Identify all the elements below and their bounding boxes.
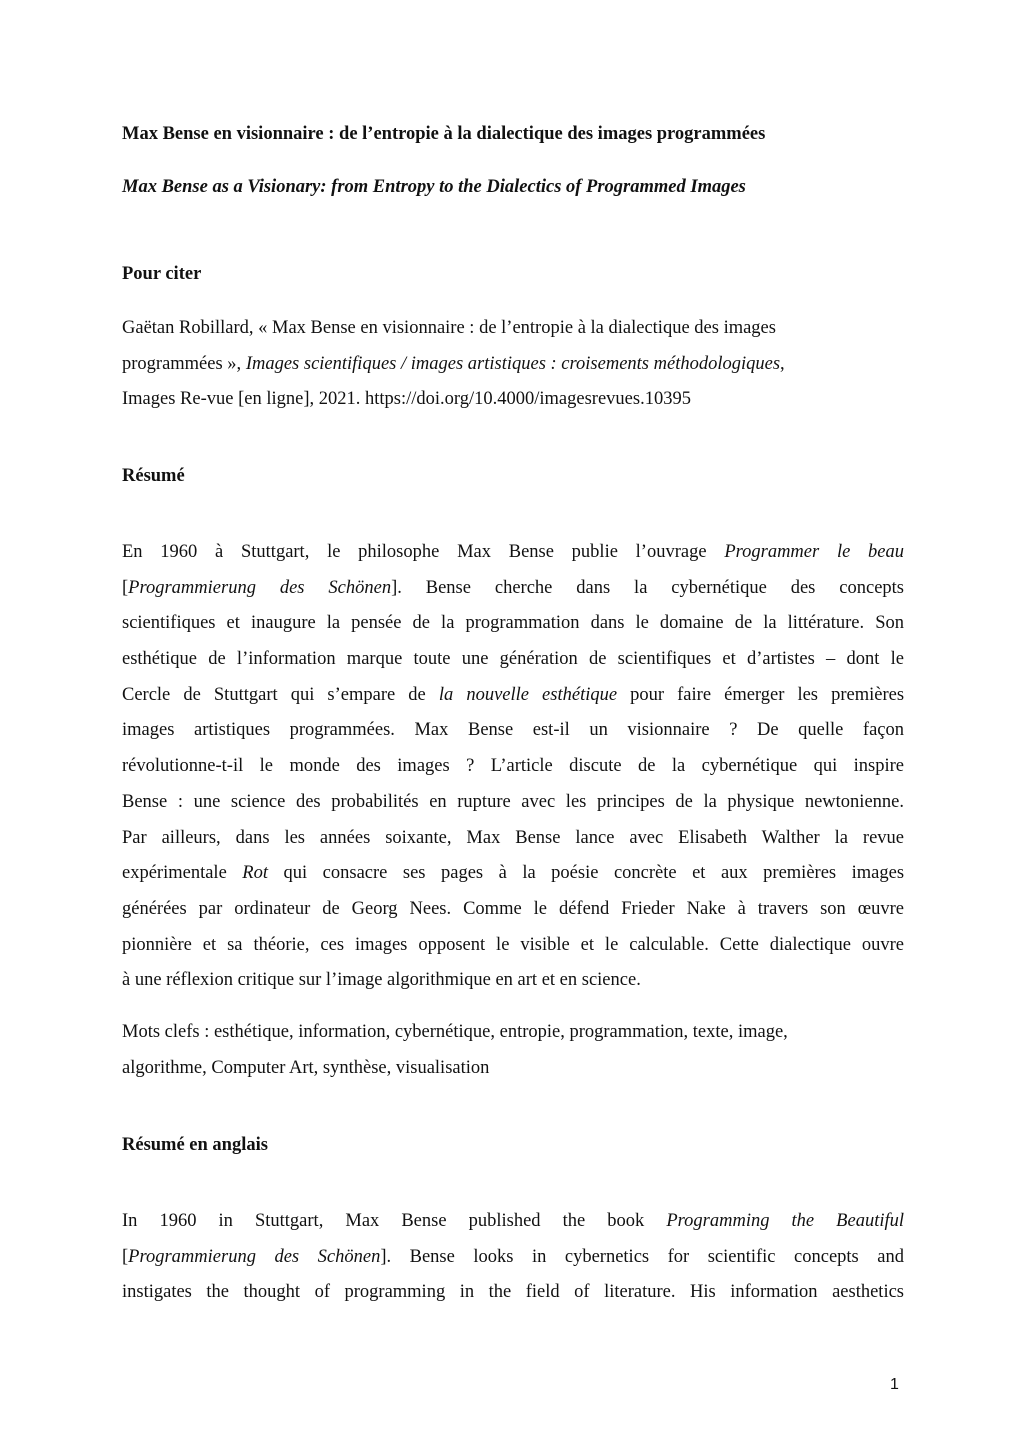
abstract-fr-line: expérimentale Rot qui consacre ses pages à la poésie concrète et aux premières images [122, 863, 904, 884]
abstract-en-heading: Résumé en anglais [122, 1135, 268, 1155]
citation-line-3: Images Re-vue [en ligne], 2021. https://doi.org/10.4000/imagesrevues.10395 [122, 389, 691, 410]
abstract-fr-line: à une réflexion critique sur l’image algorithmique en art et en science. [122, 970, 641, 991]
abstract-fr-line: révolutionne-t-il le monde des images ? L’article discute de la cybernétique qui inspire [122, 756, 904, 777]
abstract-fr-line: pionnière et sa théorie, ces images opposent le visible et le calculable. Cette dialectique ouvre [122, 934, 904, 955]
citation-line-2-prefix: programmées », [122, 353, 242, 374]
abstract-fr-line: En 1960 à Stuttgart, le philosophe Max Bense publie l’ouvrage Programmer le beau [122, 542, 904, 562]
abstract-en-paragraph [122, 1204, 904, 1311]
citation-heading: Pour citer [122, 264, 202, 284]
citation-line-1: Gaëtan Robillard, « Max Bense en visionnaire : de l’entropie à la dialectique des images [122, 318, 776, 338]
citation-paragraph [122, 311, 904, 418]
abstract-en-line: [Programmierung des Schönen]. Bense looks in cybernetics for scientific concepts and [122, 1246, 904, 1267]
abstract-fr-paragraph [122, 535, 904, 999]
title-french: Max Bense en visionnaire : de l’entropie à la dialectique des images programmées [122, 124, 766, 144]
keywords-line-1: Mots clefs : esthétique, information, cybernétique, entropie, programmation, texte, image, [122, 1022, 788, 1042]
keywords-paragraph [122, 1015, 904, 1086]
keywords-line-2: algorithme, Computer Art, synthèse, visualisation [122, 1057, 490, 1078]
abstract-fr-line: [Programmierung des Schönen]. Bense cherche dans la cybernétique des concepts [122, 577, 904, 598]
abstract-fr-line: Cercle de Stuttgart qui s’empare de la nouvelle esthétique pour faire émerger les premières [122, 684, 904, 705]
citation-line-2 [122, 347, 904, 383]
abstract-fr-heading: Résumé [122, 466, 185, 486]
title-english: Max Bense as a Visionary: from Entropy to the Dialectics of Programmed Images [122, 177, 746, 197]
abstract-fr-line: scientifiques et inaugure la pensée de la programmation dans le domaine de la littérature. Son [122, 613, 904, 634]
abstract-en-line: In 1960 in Stuttgart, Max Bense published the book Programming the Beautiful [122, 1211, 904, 1231]
abstract-fr-line: Par ailleurs, dans les années soixante, Max Bense lance avec Elisabeth Walther la revue [122, 827, 904, 848]
citation-line-2-suffix: , [780, 353, 785, 374]
abstract-fr-line: esthétique de l’information marque toute une génération de scientifiques et d’artistes – dont le [122, 649, 904, 670]
citation-journal-title: Images scientifiques / images artistiques : croisements méthodologiques [245, 353, 781, 374]
abstract-en-line: instigates the thought of programming in the field of literature. His information aesthetics [122, 1282, 904, 1303]
abstract-fr-line: générées par ordinateur de Georg Nees. Comme le défend Frieder Nake à travers son œuvre [122, 898, 904, 919]
page-number: 1 [890, 1376, 899, 1393]
abstract-fr-line: Bense : une science des probabilités en rupture avec les principes de la physique newtonienne. [122, 791, 904, 812]
abstract-fr-line: images artistiques programmées. Max Bense est-il un visionnaire ? De quelle façon [122, 720, 904, 741]
